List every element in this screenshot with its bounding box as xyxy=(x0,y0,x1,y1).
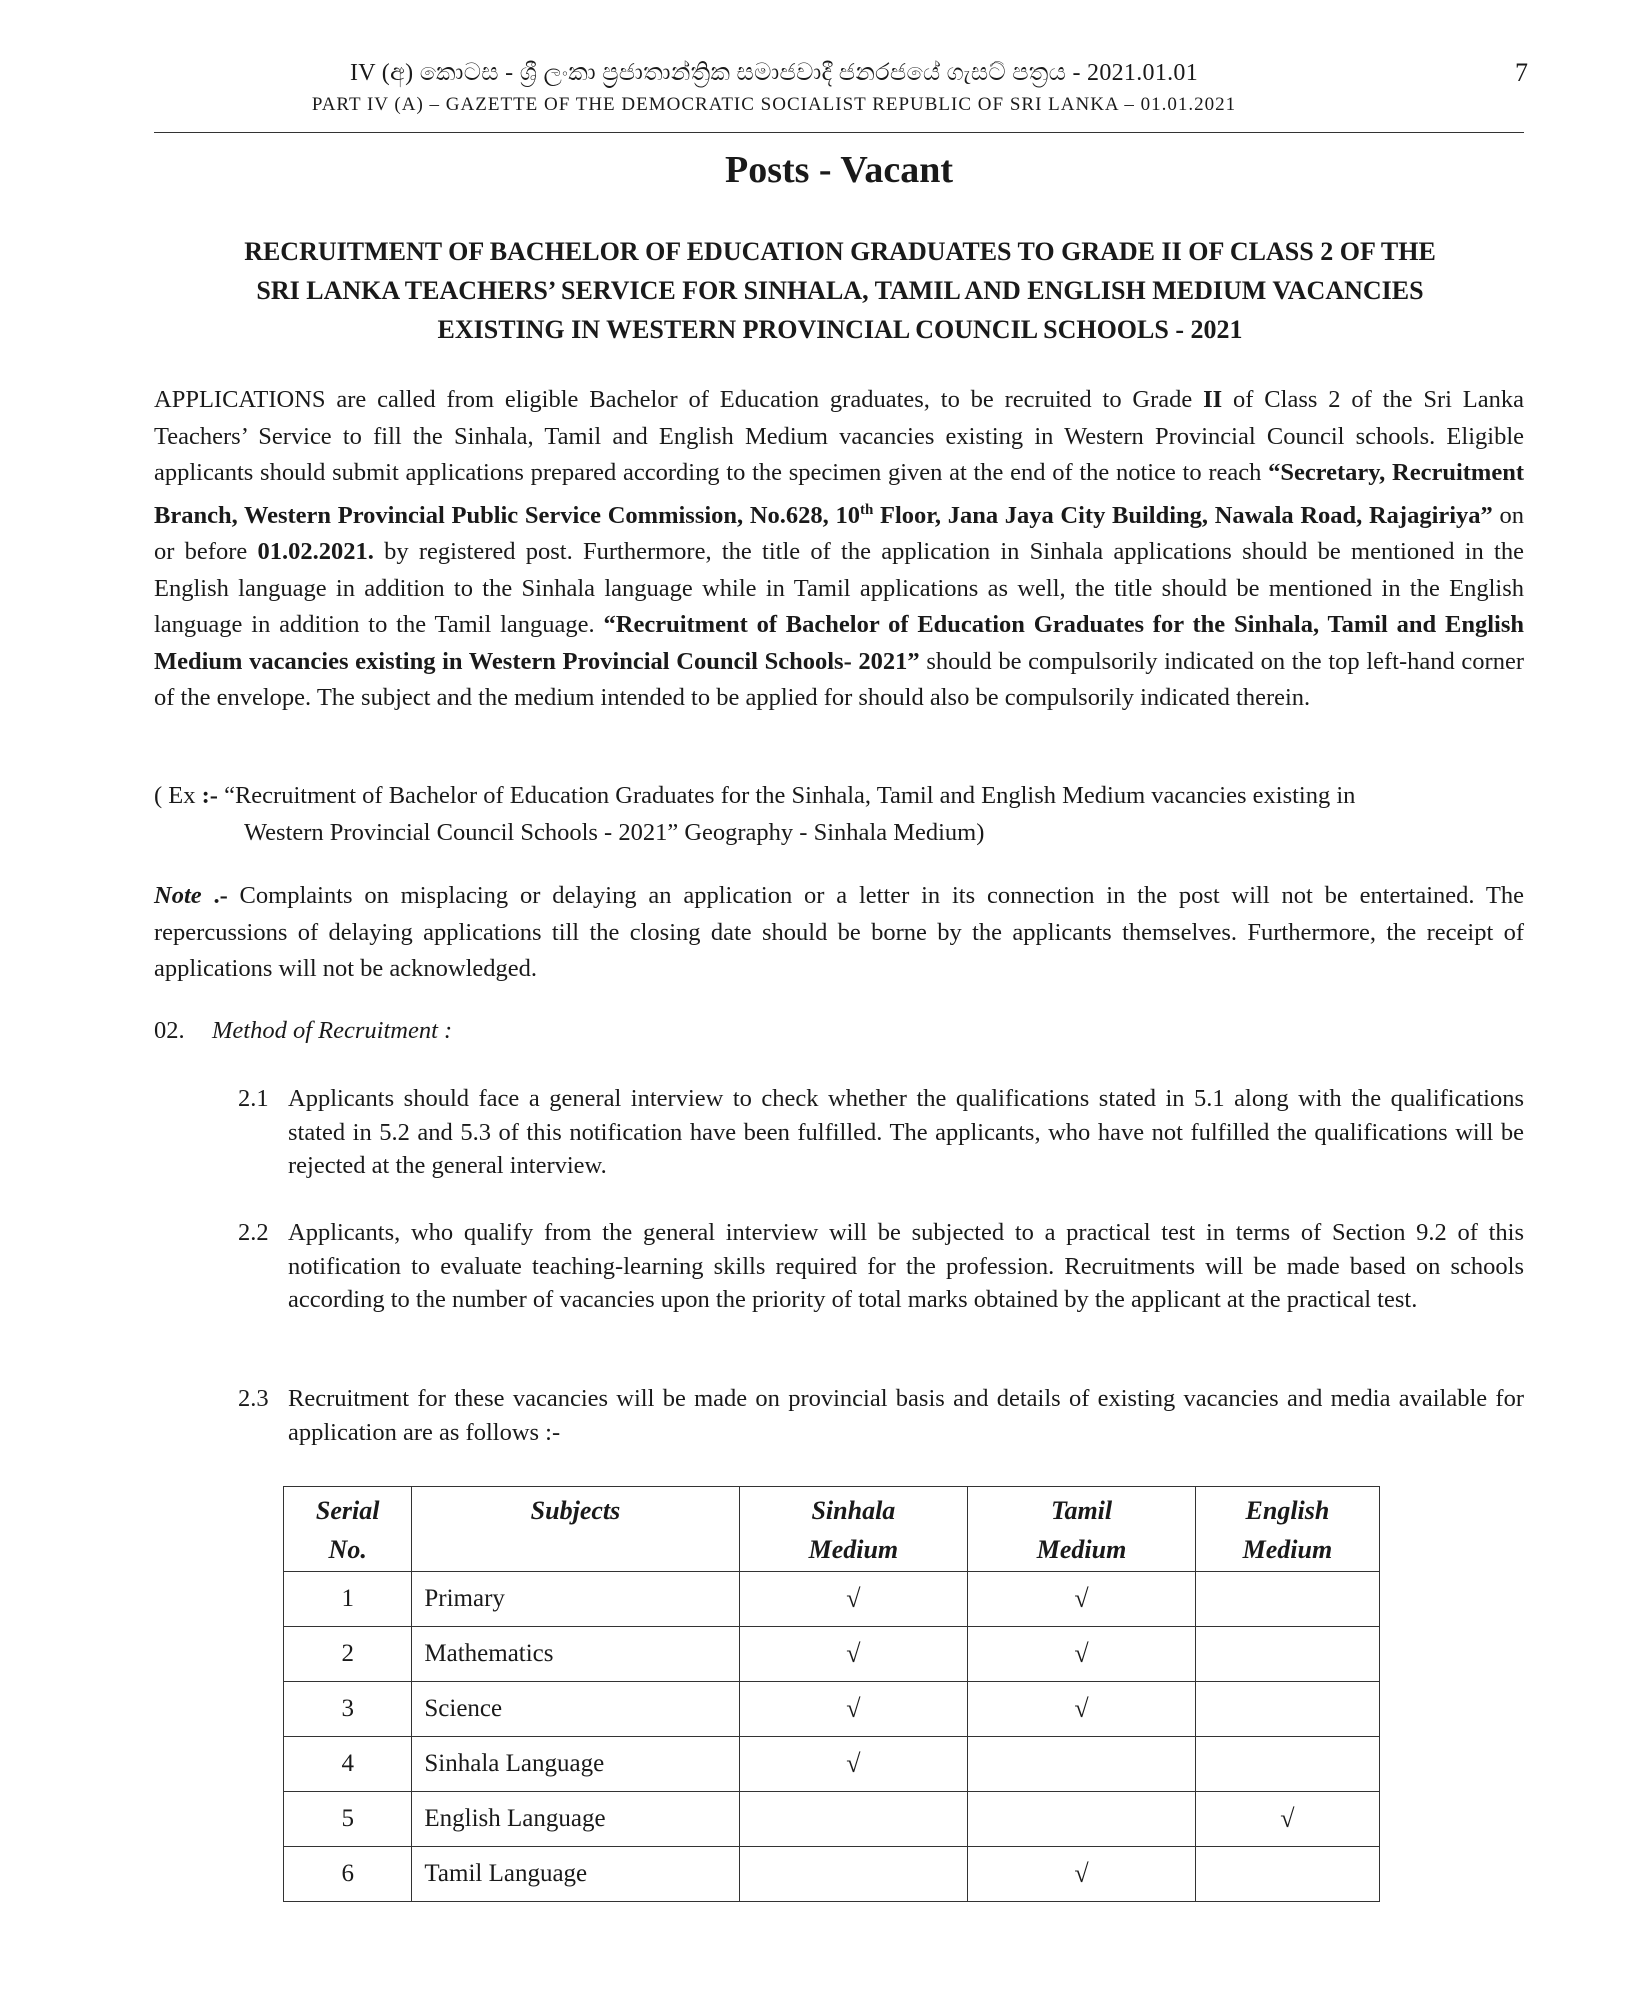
header-tamil-medium xyxy=(968,1487,1196,1572)
example-text: Western Provincial Council Schools - 2021” Geography - Sinhala Medium) xyxy=(244,818,985,846)
header-sinhala-medium xyxy=(739,1487,968,1572)
note-text: Complaints on misplacing or delaying an application or a letter in its connection in the post will not be entertained. The repercussions of delaying applications till the closing date should be borne by the applicants themselves. Furthermore, the receipt of applications will not be acknowledged. xyxy=(154,882,1524,982)
sinhala-check: √ xyxy=(739,1572,968,1627)
sinhala-check: √ xyxy=(739,1682,968,1737)
tamil-check: √ xyxy=(968,1572,1196,1627)
page-number: 7 xyxy=(1515,58,1528,87)
notice-heading-line: EXISTING IN WESTERN PROVINCIAL COUNCIL SCHOOLS - 2021 xyxy=(437,315,1243,344)
intro-address-sup: th xyxy=(859,501,874,518)
subject-cell: Science xyxy=(412,1682,739,1737)
item-number: 2.2 xyxy=(238,1219,269,1246)
serial-cell: 5 xyxy=(284,1792,412,1847)
header-serial-no xyxy=(284,1487,412,1572)
tamil-check xyxy=(968,1737,1196,1792)
tamil-check: √ xyxy=(968,1847,1196,1902)
vacancy-table xyxy=(283,1486,1380,1902)
subject-cell: Sinhala Language xyxy=(412,1737,739,1792)
example-text: “Recruitment of Bachelor of Education Graduates for the Sinhala, Tamil and English Medium vacancies existing in xyxy=(217,782,1356,809)
note-paragraph xyxy=(154,878,1524,988)
table-row xyxy=(284,1627,1380,1682)
header-text: Sinhala xyxy=(811,1496,896,1525)
intro-text: APPLICATIONS are called from eligible Bachelor of Education graduates, to be recruited to Grade xyxy=(154,386,1204,413)
sinhala-check: √ xyxy=(739,1627,968,1682)
intro-text: should be compulsorily indicated on the top left-hand corner of the envelope. The subject and the medium intended to be applied for should also be compulsorily indicated therein. xyxy=(154,647,1524,712)
intro-text: by registered post. Furthermore, the title of the application in Sinhala applications should be mentioned in the English language in addition to the Sinhala language while in Tamil applications as well, the title should be mentioned in the English language in addition to the Tamil language. xyxy=(154,538,1524,639)
item-number: 2.3 xyxy=(238,1385,269,1412)
list-item xyxy=(238,1382,1524,1449)
subject-cell: English Language xyxy=(412,1792,739,1847)
item-text: Applicants, who qualify from the general interview will be subjected to a practical test in terms of Section 9.2 of this notification to evaluate teaching-learning skills required for the profession. Recruitments will be made based on schools according to the number of vacancies upon the priority of total marks obtained by the applicant at the practical test. xyxy=(288,1219,1524,1313)
english-check: √ xyxy=(1195,1792,1379,1847)
envelope-title: “Recruitment of Bachelor of Education Graduates for the Sinhala, Tamil and English Medium vacancies existing in Western Provincial Council Schools- 2021” xyxy=(154,611,1524,675)
header-sinhala-line: IV (අ) කොටස - ශ්‍රී ලංකා ප්‍රජාතාන්ත්‍රික සමාජවාදී ජනරජයේ ගැසට් පත්‍රය - 2021.01.01 xyxy=(349,60,1199,86)
header-rule xyxy=(154,132,1524,133)
serial-cell: 6 xyxy=(284,1847,412,1902)
list-item xyxy=(238,1082,1524,1183)
sinhala-check xyxy=(739,1847,968,1902)
tamil-check: √ xyxy=(968,1627,1196,1682)
english-check xyxy=(1195,1847,1379,1902)
table-row xyxy=(284,1792,1380,1847)
notice-heading-line: SRI LANKA TEACHERS’ SERVICE FOR SINHALA, TAMIL AND ENGLISH MEDIUM VACANCIES xyxy=(256,276,1424,305)
section-02-heading xyxy=(154,1013,1524,1050)
intro-bold: II xyxy=(1203,386,1223,413)
subject-cell: Tamil Language xyxy=(412,1847,739,1902)
subject-cell: Mathematics xyxy=(412,1627,739,1682)
header-text: Subjects xyxy=(530,1496,621,1525)
section-number: 02. xyxy=(154,1017,185,1044)
subject-cell: Primary xyxy=(412,1572,739,1627)
item-text: Recruitment for these vacancies will be made on provincial basis and details of existing vacancies and media available for application are as follows :- xyxy=(288,1385,1524,1446)
header-text: Serial xyxy=(315,1496,380,1525)
table-header-row xyxy=(284,1487,1380,1572)
intro-address-text: Floor, Jana Jaya City Building, Nawala Road, Rajagiriya” xyxy=(873,501,1493,529)
serial-cell: 1 xyxy=(284,1572,412,1627)
english-check xyxy=(1195,1682,1379,1737)
intro-address-text: “Secretary, Recruitment Branch, Western Provincial Public Service Commission, No.628, 10 xyxy=(154,459,1524,529)
header-text: Medium xyxy=(808,1535,899,1564)
english-check xyxy=(1195,1627,1379,1682)
notice-heading xyxy=(190,232,1490,349)
header-text: Medium xyxy=(1036,1535,1127,1564)
serial-cell: 4 xyxy=(284,1737,412,1792)
sinhala-check: √ xyxy=(739,1737,968,1792)
serial-cell: 2 xyxy=(284,1627,412,1682)
example-marker: :- xyxy=(201,782,218,809)
table-row xyxy=(284,1847,1380,1902)
example-paragraph xyxy=(154,778,1524,851)
header-english-line: PART IV (A) – GAZETTE OF THE DEMOCRATIC SOCIALIST REPUBLIC OF SRI LANKA – 01.01.2021 xyxy=(311,94,1237,115)
list-item xyxy=(238,1216,1524,1317)
serial-cell: 3 xyxy=(284,1682,412,1737)
header-text: Tamil xyxy=(1050,1496,1113,1525)
header-text: Medium xyxy=(1242,1535,1333,1564)
tamil-check: √ xyxy=(968,1682,1196,1737)
note-label: Note xyxy=(154,882,202,909)
page-title: Posts - Vacant xyxy=(724,149,954,191)
closing-date: 01.02.2021. xyxy=(257,538,374,566)
item-text: Applicants should face a general interview to check whether the qualifications stated in 5.1 along with the qualifications stated in 5.2 and 5.3 of this notification have been fulfilled. The applicants, who have not fulfilled the qualifications will be rejected at the general interview. xyxy=(288,1085,1524,1179)
section-title: Method of Recruitment : xyxy=(212,1017,453,1044)
item-number: 2.1 xyxy=(238,1085,269,1112)
header-english-medium xyxy=(1195,1487,1379,1572)
table-row xyxy=(284,1572,1380,1627)
english-check xyxy=(1195,1737,1379,1792)
notice-heading-line: RECRUITMENT OF BACHELOR OF EDUCATION GRADUATES TO GRADE II OF CLASS 2 OF THE xyxy=(244,237,1436,266)
intro-paragraph xyxy=(154,382,1524,717)
sinhala-check xyxy=(739,1792,968,1847)
table-row xyxy=(284,1682,1380,1737)
table-row xyxy=(284,1737,1380,1792)
header-subjects xyxy=(412,1487,739,1572)
intro-text: on or before xyxy=(154,501,1524,566)
tamil-check xyxy=(968,1792,1196,1847)
english-check xyxy=(1195,1572,1379,1627)
example-prefix: ( Ex xyxy=(154,782,202,809)
intro-text: of Class 2 of the Sri Lanka Teachers’ Service to fill the Sinhala, Tamil and English Medium vacancies existing in Western Provincial Council schools. Eligible applicants should submit applications prepared according to the specimen given at the end of the notice to reach xyxy=(154,386,1524,486)
header-text: No. xyxy=(328,1535,367,1564)
note-marker: .- xyxy=(201,882,228,909)
header-text: English xyxy=(1245,1496,1330,1525)
